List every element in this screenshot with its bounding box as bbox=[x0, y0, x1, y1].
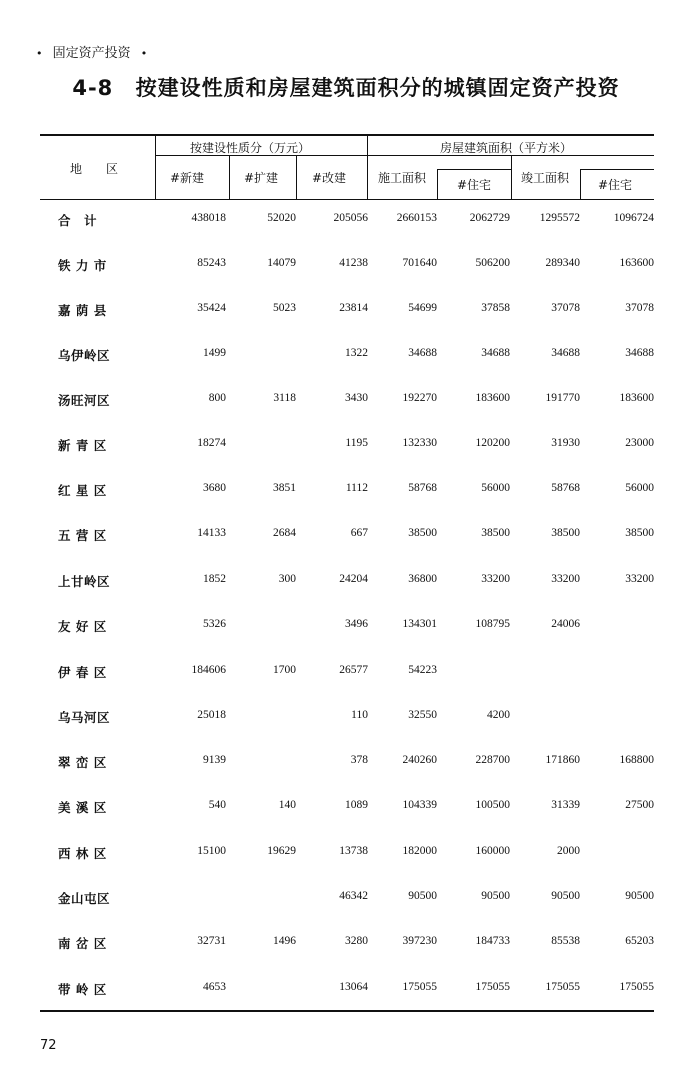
cell-residential-2: 168800 bbox=[619, 754, 654, 766]
cell-rebuild: 26577 bbox=[339, 664, 368, 676]
cell-residential-2: 27500 bbox=[625, 799, 654, 811]
cell-residential-2: 1096724 bbox=[613, 212, 654, 224]
cell-residential-1: 160000 bbox=[475, 845, 510, 857]
cell-new: 1499 bbox=[203, 347, 226, 359]
cell-residential-2: 23000 bbox=[625, 437, 654, 449]
cell-new: 15100 bbox=[197, 845, 226, 857]
table-number: 4-8 bbox=[72, 76, 114, 100]
cell-residential-1: 34688 bbox=[481, 347, 510, 359]
table-title-text: 按建设性质和房屋建筑面积分的城镇固定资产投资 bbox=[135, 76, 620, 100]
table-row-region: 金山屯区 bbox=[58, 891, 111, 906]
cell-residential-1: 175055 bbox=[475, 981, 510, 993]
cell-residential-1: 100500 bbox=[475, 799, 510, 811]
cell-under-construction: 192270 bbox=[402, 392, 437, 404]
cell-rebuild: 3496 bbox=[345, 618, 368, 630]
running-head-bullet-right: • bbox=[140, 47, 148, 60]
cell-completed: 58768 bbox=[551, 482, 580, 494]
cell-under-construction: 34688 bbox=[408, 347, 437, 359]
cell-under-construction: 134301 bbox=[402, 618, 437, 630]
cell-completed: 90500 bbox=[551, 890, 580, 902]
cell-rebuild: 1089 bbox=[345, 799, 368, 811]
table-row-region: 红 星 区 bbox=[58, 483, 107, 498]
cell-new: 4653 bbox=[203, 981, 226, 993]
cell-rebuild: 1322 bbox=[345, 347, 368, 359]
page-number: 72 bbox=[40, 1038, 57, 1053]
table-row-region: 嘉 荫 县 bbox=[58, 303, 107, 318]
cell-residential-2: 37078 bbox=[625, 302, 654, 314]
cell-residential-1: 33200 bbox=[481, 573, 510, 585]
cell-rebuild: 110 bbox=[351, 709, 368, 721]
cell-under-construction: 38500 bbox=[408, 527, 437, 539]
cell-under-construction: 54223 bbox=[408, 664, 437, 676]
cell-under-construction: 182000 bbox=[402, 845, 437, 857]
cell-under-construction: 58768 bbox=[408, 482, 437, 494]
header-vline-col2 bbox=[229, 155, 230, 199]
cell-under-construction: 701640 bbox=[402, 257, 437, 269]
table-row-region: 乌伊岭区 bbox=[58, 348, 111, 363]
cell-rebuild: 1195 bbox=[345, 437, 368, 449]
cell-under-construction: 32550 bbox=[408, 709, 437, 721]
running-head-bullet-left: • bbox=[36, 47, 43, 60]
header-col-rebuild: #改建 bbox=[312, 171, 347, 185]
header-vline-col6 bbox=[511, 155, 512, 199]
bottom-rule bbox=[40, 1010, 654, 1012]
cell-rebuild: 667 bbox=[350, 527, 368, 539]
cell-under-construction: 36800 bbox=[408, 573, 437, 585]
table-row-region: 友 好 区 bbox=[58, 619, 107, 634]
cell-residential-2: 38500 bbox=[625, 527, 654, 539]
box2-left bbox=[580, 169, 581, 199]
table-row-region: 翠 峦 区 bbox=[58, 755, 107, 770]
cell-rebuild: 41238 bbox=[339, 257, 368, 269]
cell-residential-2: 65203 bbox=[625, 935, 654, 947]
cell-new: 25018 bbox=[197, 709, 226, 721]
cell-residential-2: 175055 bbox=[619, 981, 654, 993]
table-row-region: 铁 力 市 bbox=[58, 258, 107, 273]
cell-under-construction: 54699 bbox=[408, 302, 437, 314]
cell-completed: 38500 bbox=[551, 527, 580, 539]
cell-residential-1: 90500 bbox=[481, 890, 510, 902]
cell-under-construction: 90500 bbox=[408, 890, 437, 902]
header-col-new: #新建 bbox=[170, 171, 205, 185]
cell-expand: 1496 bbox=[273, 935, 296, 947]
cell-completed: 85538 bbox=[551, 935, 580, 947]
table-row-region: 汤旺河区 bbox=[58, 393, 111, 408]
cell-under-construction: 175055 bbox=[402, 981, 437, 993]
cell-rebuild: 1112 bbox=[345, 482, 368, 494]
cell-new: 438018 bbox=[191, 212, 226, 224]
cell-new: 540 bbox=[208, 799, 226, 811]
cell-new: 35424 bbox=[197, 302, 226, 314]
cell-new: 9139 bbox=[203, 754, 226, 766]
table-row-region: 五 营 区 bbox=[58, 528, 107, 543]
table-title bbox=[0, 72, 692, 102]
cell-expand: 14079 bbox=[267, 257, 296, 269]
cell-completed: 34688 bbox=[551, 347, 580, 359]
box1-left bbox=[437, 169, 438, 199]
header-region: 地 区 bbox=[70, 162, 119, 176]
cell-new: 800 bbox=[208, 392, 226, 404]
header-col-under-construction: 施工面积 bbox=[378, 171, 427, 185]
cell-expand: 5023 bbox=[273, 302, 296, 314]
header-group-construction: 按建设性质分（万元） bbox=[190, 141, 311, 155]
cell-completed: 2000 bbox=[557, 845, 580, 857]
table-row-region: 新 青 区 bbox=[58, 438, 107, 453]
cell-new: 5326 bbox=[203, 618, 226, 630]
cell-residential-1: 183600 bbox=[475, 392, 510, 404]
cell-residential-1: 506200 bbox=[475, 257, 510, 269]
header-col-completed: 竣工面积 bbox=[521, 171, 570, 185]
table-row-region: 南 岔 区 bbox=[58, 936, 107, 951]
box2-top bbox=[580, 169, 654, 170]
cell-rebuild: 3280 bbox=[345, 935, 368, 947]
cell-completed: 1295572 bbox=[539, 212, 580, 224]
cell-completed: 31339 bbox=[551, 799, 580, 811]
cell-residential-1: 37858 bbox=[481, 302, 510, 314]
cell-residential-2: 56000 bbox=[625, 482, 654, 494]
cell-residential-2: 33200 bbox=[625, 573, 654, 585]
cell-new: 18274 bbox=[197, 437, 226, 449]
cell-new: 14133 bbox=[197, 527, 226, 539]
table-row-region: 上甘岭区 bbox=[58, 574, 111, 589]
cell-under-construction: 104339 bbox=[402, 799, 437, 811]
cell-rebuild: 205056 bbox=[333, 212, 368, 224]
cell-residential-1: 228700 bbox=[475, 754, 510, 766]
cell-under-construction: 132330 bbox=[402, 437, 437, 449]
header-vline-group bbox=[367, 135, 368, 199]
cell-completed: 33200 bbox=[551, 573, 580, 585]
cell-under-construction: 2660153 bbox=[396, 212, 437, 224]
table-row-region: 伊 春 区 bbox=[58, 665, 107, 680]
cell-rebuild: 24204 bbox=[339, 573, 368, 585]
header-col-expand: #扩建 bbox=[244, 171, 279, 185]
cell-new: 184606 bbox=[191, 664, 226, 676]
cell-residential-1: 56000 bbox=[481, 482, 510, 494]
cell-new: 85243 bbox=[197, 257, 226, 269]
cell-expand: 140 bbox=[278, 799, 296, 811]
cell-expand: 52020 bbox=[267, 212, 296, 224]
cell-under-construction: 240260 bbox=[402, 754, 437, 766]
cell-residential-1: 2062729 bbox=[469, 212, 510, 224]
header-group-area: 房屋建筑面积（平方米） bbox=[440, 141, 573, 155]
table-row-region: 西 林 区 bbox=[58, 846, 107, 861]
cell-residential-1: 108795 bbox=[475, 618, 510, 630]
cell-completed: 31930 bbox=[551, 437, 580, 449]
cell-residential-1: 184733 bbox=[475, 935, 510, 947]
cell-completed: 289340 bbox=[545, 257, 580, 269]
table-row-region: 带 岭 区 bbox=[58, 982, 107, 997]
header-vline-col3 bbox=[296, 155, 297, 199]
table-row-region: 乌马河区 bbox=[58, 710, 111, 725]
table-row-region: 合 计 bbox=[58, 213, 98, 228]
cell-residential-1: 4200 bbox=[487, 709, 510, 721]
cell-residential-1: 120200 bbox=[475, 437, 510, 449]
running-head-text: 固定资产投资 bbox=[52, 46, 131, 61]
cell-completed: 24006 bbox=[551, 618, 580, 630]
cell-expand: 19629 bbox=[267, 845, 296, 857]
cell-rebuild: 378 bbox=[350, 754, 368, 766]
cell-rebuild: 23814 bbox=[339, 302, 368, 314]
cell-completed: 175055 bbox=[545, 981, 580, 993]
table-row-region: 美 溪 区 bbox=[58, 800, 107, 815]
cell-residential-2: 163600 bbox=[619, 257, 654, 269]
cell-expand: 3118 bbox=[273, 392, 296, 404]
cell-expand: 1700 bbox=[273, 664, 296, 676]
cell-completed: 37078 bbox=[551, 302, 580, 314]
cell-rebuild: 13064 bbox=[339, 981, 368, 993]
header-vline-region bbox=[155, 135, 156, 199]
cell-new: 3680 bbox=[203, 482, 226, 494]
cell-new: 32731 bbox=[197, 935, 226, 947]
header-bottom-rule bbox=[40, 199, 654, 200]
cell-expand: 3851 bbox=[273, 482, 296, 494]
cell-expand: 300 bbox=[278, 573, 296, 585]
top-rule bbox=[40, 134, 654, 136]
cell-residential-1: 38500 bbox=[481, 527, 510, 539]
box1-top bbox=[437, 169, 511, 170]
cell-rebuild: 46342 bbox=[339, 890, 368, 902]
cell-completed: 171860 bbox=[545, 754, 580, 766]
cell-rebuild: 13738 bbox=[339, 845, 368, 857]
cell-rebuild: 3430 bbox=[345, 392, 368, 404]
cell-new: 1852 bbox=[203, 573, 226, 585]
cell-residential-2: 34688 bbox=[625, 347, 654, 359]
running-head bbox=[30, 42, 153, 61]
cell-residential-2: 90500 bbox=[625, 890, 654, 902]
cell-completed: 191770 bbox=[545, 392, 580, 404]
header-col-residential-1: #住宅 bbox=[457, 178, 492, 192]
header-col-residential-2: #住宅 bbox=[598, 178, 633, 192]
cell-under-construction: 397230 bbox=[402, 935, 437, 947]
cell-expand: 2684 bbox=[273, 527, 296, 539]
cell-residential-2: 183600 bbox=[619, 392, 654, 404]
